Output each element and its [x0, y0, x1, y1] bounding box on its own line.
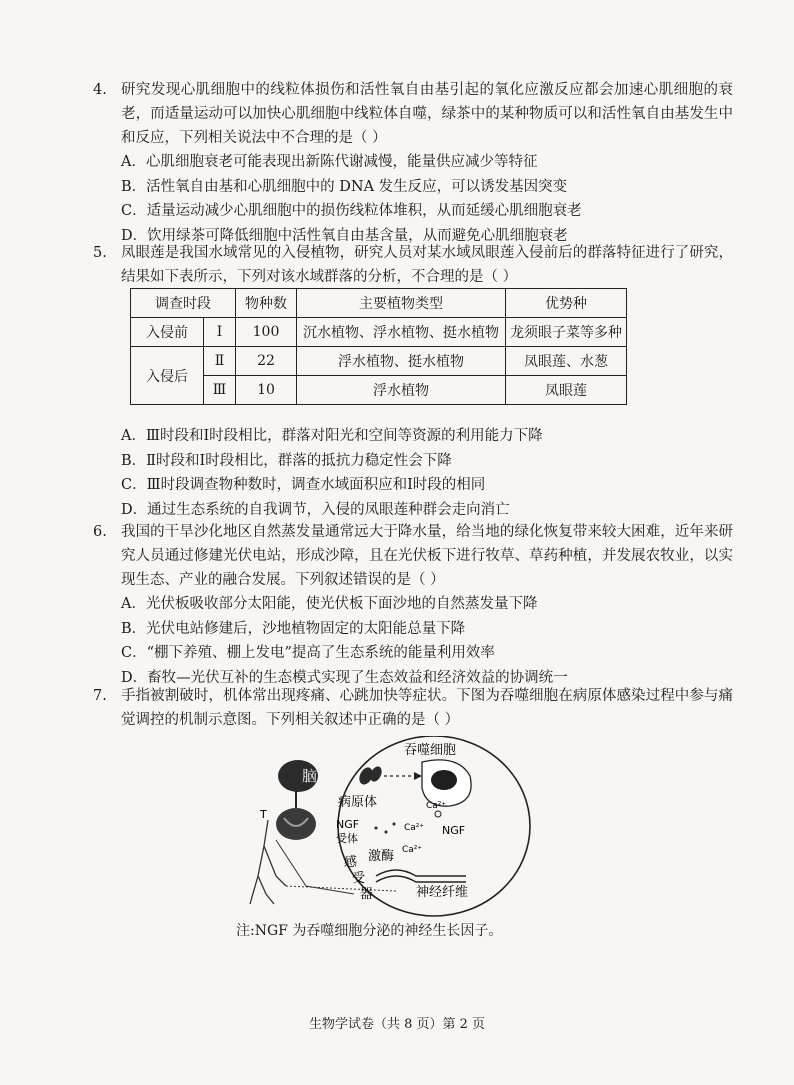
label-receptor-2: 受: [352, 871, 366, 886]
ngf-dot: [375, 827, 378, 830]
question-number: 6.: [93, 524, 107, 540]
label-brain: 脑: [302, 767, 318, 785]
option-b: B．光伏电站修建后，沙地植物固定的太阳能总量下降: [121, 620, 466, 637]
cell-dominant: 凤眼莲、水葱: [506, 347, 627, 376]
question-number: 4.: [93, 82, 107, 98]
option-a: A．光伏板吸收部分太阳能，使光伏板下面沙地的自然蒸发量下降: [121, 596, 538, 612]
cell-period: Ⅰ: [204, 318, 236, 347]
question-stem: 手指被割破时，机体常出现疼痛、心跳加快等症状。下图为吞噬细胞在病原体感染过程中参与痛觉调控的机制示意图。下列相关叙述中正确的是（ ）: [121, 688, 733, 728]
cell-group: 入侵后: [131, 347, 204, 405]
cell-species: 100: [236, 318, 297, 347]
question-5-options: [93, 424, 733, 522]
question-4: [93, 78, 733, 248]
label-receptor-1: 感: [344, 855, 358, 870]
option-b: B．Ⅱ时段和Ⅰ时段相比，群落的抵抗力稳定性会下降: [121, 452, 452, 469]
question-7: [93, 684, 733, 732]
arrow-head-icon: [414, 772, 422, 780]
question-number: 7.: [93, 688, 107, 704]
survey-table: [130, 288, 627, 405]
nerve-fiber-line: [376, 876, 466, 882]
nerve-fiber-line: [376, 870, 466, 876]
cell-period: Ⅲ: [204, 376, 236, 405]
question-stem: 研究发现心肌细胞中的线粒体损伤和活性氧自由基引起的氧化应激反应都会加速心肌细胞的衰老，而适量运动可以加快心肌细胞中线粒体自噬，绿茶中的某种物质可以和活性氧自由基发生中和反应，下列相关说法中不合理的是（ ）: [121, 82, 733, 146]
question-stem: 凤眼莲是我国水域常见的入侵植物，研究人员对某水域凤眼莲入侵前后的群落特征进行了研究，结果如下表所示，下列对该水域群落的分析，不合理的是（ ）: [121, 245, 733, 285]
question-6: [93, 520, 733, 690]
hand-link: [286, 886, 396, 891]
question-number: 5.: [93, 245, 107, 261]
option-c: C．Ⅲ时段调查物种数时，调查水域面积应和Ⅰ时段的相同: [121, 477, 486, 493]
label-t: T: [260, 808, 267, 821]
cell-period: Ⅱ: [204, 347, 236, 376]
ngf-dot: [385, 831, 388, 834]
option-c: C．“棚下养殖、棚上发电”提高了生态系统的能量利用效率: [121, 645, 495, 661]
pain-mechanism-diagram: [236, 736, 536, 926]
option-d: D．畜牧—光伏互补的生态模式实现了生态效益和经济效益的协调统一: [121, 669, 568, 686]
table-row: [131, 318, 627, 347]
label-receptor-3: 器: [360, 887, 374, 902]
option-b: B．活性氧自由基和心肌细胞中的 DNA 发生反应，可以诱发基因突变: [121, 178, 568, 195]
label-ca-3: Ca²⁺: [402, 845, 423, 855]
cell-species: 22: [236, 347, 297, 376]
cell-dominant: 凤眼莲: [506, 376, 627, 405]
figure-caption: 注:NGF 为吞噬细胞分泌的神经生长因子。: [236, 923, 503, 939]
table-header-row: [131, 289, 627, 318]
cell-types: 沉水植物、浮水植物、挺水植物: [297, 318, 506, 347]
table-row: [131, 376, 627, 405]
question-stem: 我国的干旱沙化地区自然蒸发量通常远大于降水量，给当地的绿化恢复带来较大困难，近年来研究人员通过修建光伏电站，形成沙障，且在光伏板下进行牧草、草药种植，并发展农牧业，以实现生态、产业的融合发展。下列叙述错误的是（ ）: [121, 524, 733, 588]
label-kinase: 激酶: [368, 849, 395, 864]
ngf-dot: [393, 823, 396, 826]
label-pathogen: 病原体: [338, 795, 378, 810]
option-d: D．通过生态系统的自我调节，入侵的凤眼莲种群会走向消亡: [121, 501, 510, 518]
cell-types: 浮水植物: [297, 376, 506, 405]
label-ca-1: Ca²⁺: [426, 801, 447, 811]
option-a: A．Ⅲ时段和Ⅰ时段相比，群落对阳光和空间等资源的利用能力下降: [121, 428, 543, 444]
label-macrophage: 吞噬细胞: [404, 743, 457, 758]
header-dominant: 优势种: [506, 289, 627, 318]
label-ngf-receptor-1: NGF: [336, 818, 360, 831]
spinal-cord-icon: [276, 808, 316, 840]
label-ca-2: Ca²⁺: [404, 823, 425, 833]
label-ngf: NGF: [442, 824, 466, 837]
header-types: 主要植物类型: [297, 289, 506, 318]
option-c: C．适量运动减少心肌细胞中的损伤线粒体堆积，从而延缓心肌细胞衰老: [121, 203, 582, 219]
header-period: 调查时段: [131, 289, 236, 318]
cell-dominant: 龙须眼子菜等多种: [506, 318, 627, 347]
option-a: A．心肌细胞衰老可能表现出新陈代谢减慢，能量供应减少等特征: [121, 154, 538, 170]
cell-types: 浮水植物、挺水植物: [297, 347, 506, 376]
cell-species: 10: [236, 376, 297, 405]
table-row: [131, 347, 627, 376]
label-nerve-fiber: 神经纤维: [416, 885, 469, 900]
cell-group: 入侵前: [131, 318, 204, 347]
option-d: D．饮用绿茶可降低细胞中活性氧自由基含量，从而避免心肌细胞衰老: [121, 227, 568, 244]
question-5: [93, 241, 733, 289]
header-species: 物种数: [236, 289, 297, 318]
nucleus-icon: [431, 770, 457, 790]
vesicle-icon: [435, 811, 441, 817]
page-footer: 生物学试卷（共 8 页）第 2 页: [308, 1017, 486, 1032]
label-ngf-receptor-2: 受体: [336, 832, 358, 845]
